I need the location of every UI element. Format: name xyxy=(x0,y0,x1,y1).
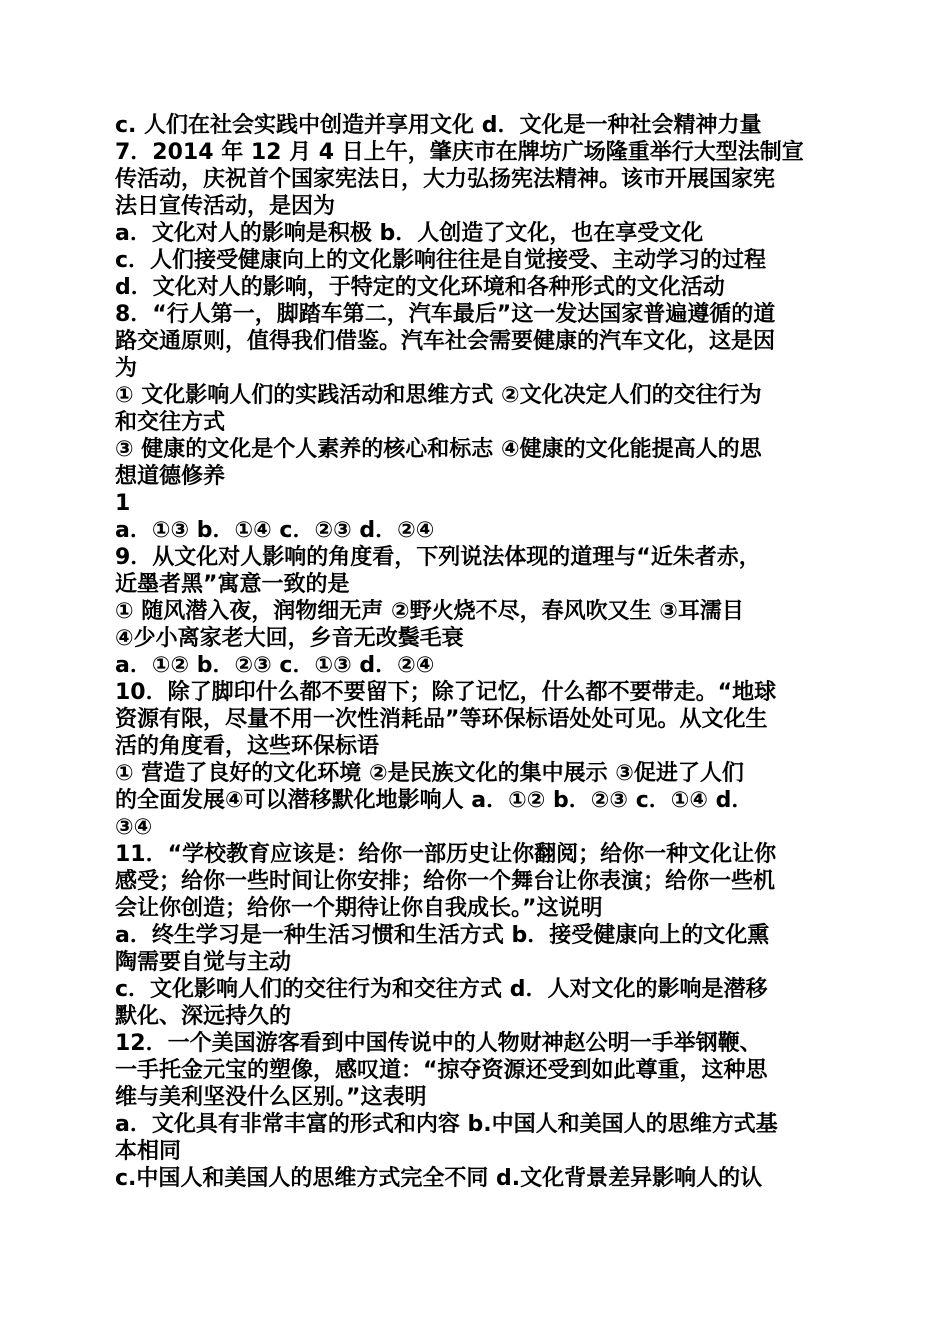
text-line-q12-options-ab: 本相同 xyxy=(115,1139,182,1164)
text-line-q6-options-cd: c. 人们在社会实践中创造并享用文化 d．文化是一种社会精神力量 xyxy=(115,113,762,138)
text-line-q8-stem: 为 xyxy=(115,356,138,381)
text-line-q8-stem: 8．“行人第一，脚踏车第二，汽车最后”这一发达国家普遍遵循的道 xyxy=(115,302,776,327)
text-line-q7-option-d: d．文化对人的影响，于特定的文化环境和各种形式的文化活动 xyxy=(115,275,725,300)
text-line-q11-options-cd: c．文化影响人们的交往行为和交往方式 d．人对文化的影响是潜移 xyxy=(115,977,768,1002)
text-line-q8-statements: 想道德修养 xyxy=(115,464,226,489)
text-line-q11-options-ab: 陶需要自觉与主动 xyxy=(115,950,292,975)
text-line-q9-stem: 近墨者黑”寓意一致的是 xyxy=(115,572,350,597)
text-line-q12-options-ab: a．文化具有非常丰富的形式和内容 b.中国人和美国人的思维方式基 xyxy=(115,1112,778,1137)
text-line-q12-stem: 12．一个美国游客看到中国传说中的人物财神赵公明一手举钢鞭、 xyxy=(115,1031,762,1056)
page-number-marker: 1 xyxy=(115,491,131,516)
text-line-q12-stem: 维与美利坚没什么区别。”这表明 xyxy=(115,1085,427,1110)
text-line-q10-statements-options: 的全面发展④可以潜移默化地影响人 a．①② b．②③ c．①④ d． xyxy=(115,788,754,813)
text-line-q8-statements: ① 文化影响人们的实践活动和思维方式 ②文化决定人们的交往行为 xyxy=(115,383,762,408)
text-line-q10-stem: 资源有限，尽量不用一次性消耗品”等环保标语处处可见。从文化生 xyxy=(115,707,768,732)
text-line-q12-stem: 一手托金元宝的塑像，感叹道：“掠夺资源还受到如此尊重，这种思 xyxy=(115,1058,768,1083)
text-line-q11-stem: 感受；给你一些时间让你安排；给你一个舞台让你表演；给你一些机 xyxy=(115,869,776,894)
text-line-q10-options: ③④ xyxy=(115,815,153,840)
text-line-q11-options-cd: 默化、深远持久的 xyxy=(115,1004,292,1029)
text-line-q10-stem: 10．除了脚印什么都不要留下；除了记忆，什么都不要带走。“地球 xyxy=(115,680,777,705)
text-line-q7-stem: 传活动，庆祝首个国家宪法日，大力弘扬宪法精神。该市开展国家宪 xyxy=(115,167,776,192)
text-line-q9-options: a．①② b．②③ c．①③ d．②④ xyxy=(115,653,435,678)
text-line-q7-options-ab: a．文化对人的影响是积极 b．人创造了文化，也在享受文化 xyxy=(115,221,704,246)
text-line-q10-stem: 活的角度看，这些环保标语 xyxy=(115,734,380,759)
text-line-q7-option-c: c．人们接受健康向上的文化影响往往是自觉接受、主动学习的过程 xyxy=(115,248,767,273)
text-line-q8-stem: 路交通原则，值得我们借鉴。汽车社会需要健康的汽车文化，这是因 xyxy=(115,329,776,354)
text-line-q9-stem: 9．从文化对人影响的角度看，下列说法体现的道理与“近朱者赤， xyxy=(115,545,761,570)
text-line-q8-statements: 和交往方式 xyxy=(115,410,226,435)
text-line-q11-stem: 会让你创造；给你一个期待让你自我成长。”这说明 xyxy=(115,896,603,921)
text-line-q7-stem: 7．2014 年 12 月 4 日上午，肇庆市在牌坊广场隆重举行大型法制宣 xyxy=(115,140,804,165)
text-line-q10-statements: ① 营造了良好的文化环境 ②是民族文化的集中展示 ③促进了人们 xyxy=(115,761,744,786)
question-text-block xyxy=(115,112,840,1192)
text-line-q8-statements: ③ 健康的文化是个人素养的核心和标志 ④健康的文化能提高人的思 xyxy=(115,437,762,462)
text-line-q9-statements: ① 随风潜入夜，润物细无声 ②野火烧不尽，春风吹又生 ③耳濡目 xyxy=(115,599,744,624)
text-line-q12-options-cd: c.中国人和美国人的思维方式完全不同 d.文化背景差异影响人的认 xyxy=(115,1166,763,1191)
text-line-q11-options-ab: a．终生学习是一种生活习惯和生活方式 b．接受健康向上的文化熏 xyxy=(115,923,770,948)
text-line-q7-stem: 法日宣传活动，是因为 xyxy=(115,194,336,219)
text-line-q8-options: a．①③ b．①④ c．②③ d．②④ xyxy=(115,518,435,543)
text-line-q9-statements: ④少小离家老大回，乡音无改鬓毛衰 xyxy=(115,626,464,651)
text-line-q11-stem: 11．“学校教育应该是：给你一部历史让你翻阅；给你一种文化让你 xyxy=(115,842,777,867)
